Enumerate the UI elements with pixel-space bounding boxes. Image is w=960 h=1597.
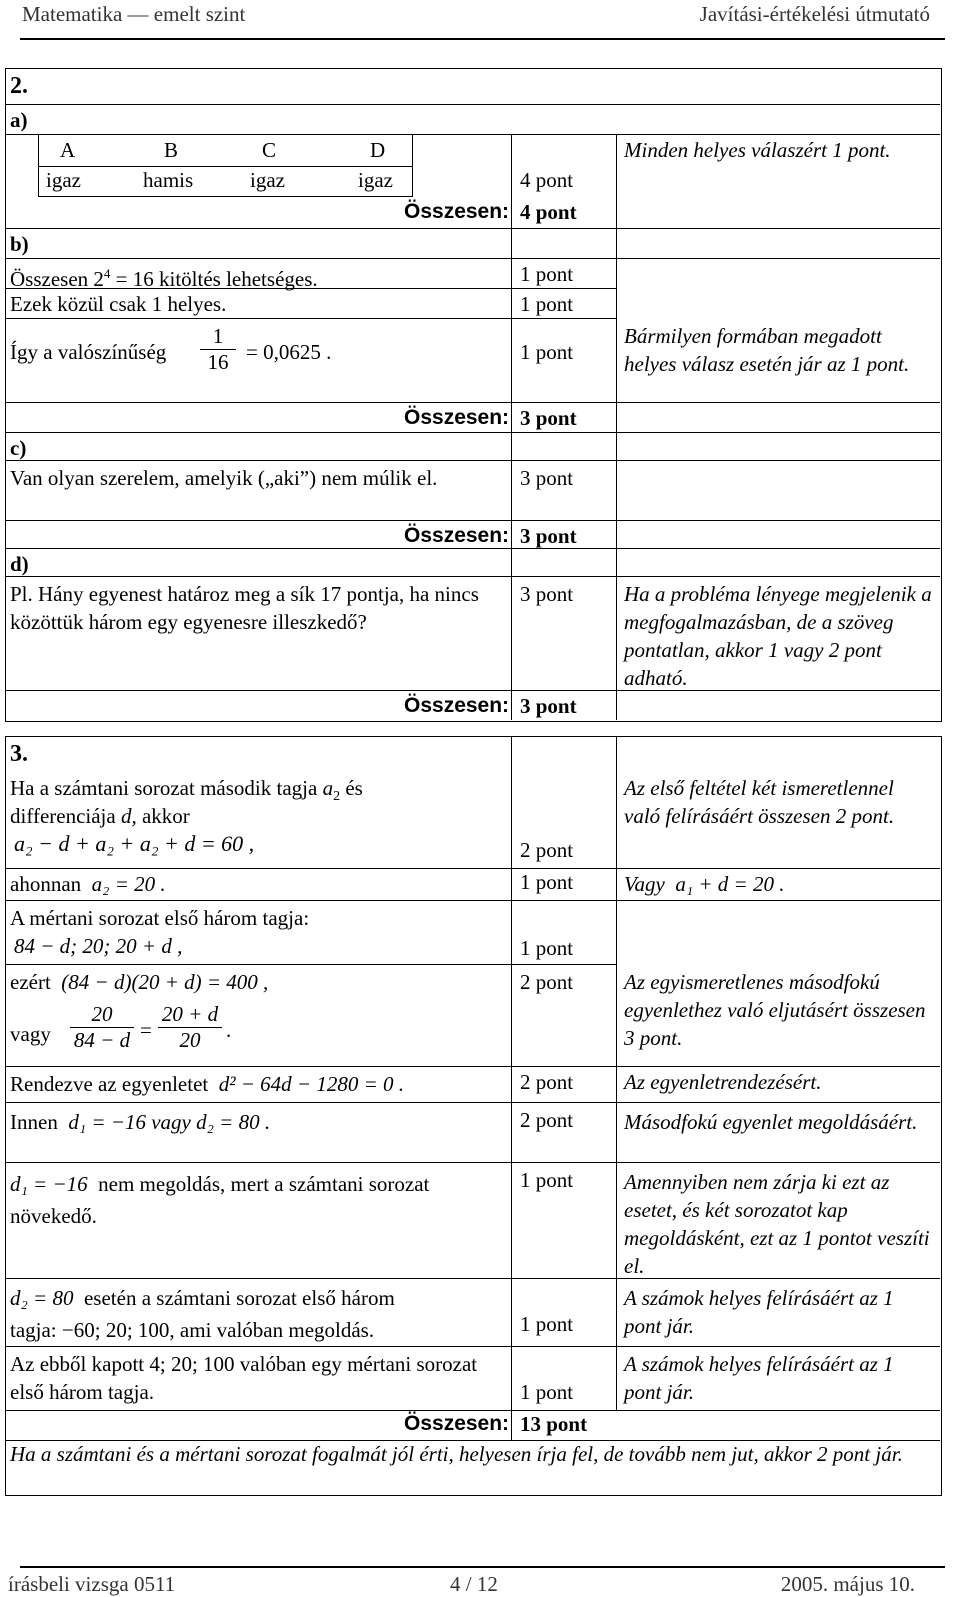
task3-final-note: Ha a számtani és a mértani sorozat fogalmát jól érti, helyesen írja fel, de tovább nem jut, akkor 2 pont jár. — [10, 1442, 903, 1466]
row-rule — [38, 196, 413, 197]
footer-rule — [20, 1566, 945, 1568]
task3-row3-line1: A mértani sorozat első három tagja: — [10, 906, 310, 930]
row-rule — [5, 258, 940, 259]
tf-value-b: hamis — [143, 168, 194, 192]
task3-row8-line2: tagja: −60; 20; 100, ami valóban megoldás. — [10, 1318, 375, 1342]
row-rule — [5, 964, 617, 965]
task3-row6-note: Másodfokú egyenlet megoldásáért. — [624, 1110, 918, 1134]
task3-row9-note: A számok helyes felírásáért az 1 pont jár. — [624, 1352, 894, 1404]
row-rule — [5, 104, 940, 105]
task2b-line1-points: 1 pont — [520, 262, 574, 286]
row-rule — [5, 1410, 940, 1411]
task2d-text: Pl. Hány egyenest határoz meg a sík 17 pontja, ha nincs közöttük három egy egyenesre illeszkedő? — [10, 582, 479, 634]
row-rule — [5, 900, 940, 901]
col-divider-notes — [616, 736, 617, 1410]
task3-row2-points: 1 pont — [520, 870, 574, 894]
task3-row1-note: Az első feltétel két ismeretlennel való felírásáért összesen 2 pont. — [624, 776, 895, 828]
task2b-total-points: 3 pont — [520, 406, 577, 430]
footer-center: 4 / 12 — [450, 1572, 498, 1596]
task2b-line3-points: 1 pont — [520, 340, 574, 364]
tf-header-c: C — [262, 138, 277, 162]
row-rule — [5, 520, 940, 521]
task3-row3-points: 1 pont — [520, 936, 574, 960]
task3-row8-line1: d₂ = 80 esetén a számtani sorozat első három — [10, 1286, 395, 1310]
row-rule — [5, 1346, 940, 1347]
header-rule — [20, 38, 945, 40]
task2c-total-label: Összesen: — [404, 524, 510, 547]
equals-sign: = — [140, 1018, 152, 1042]
probability-fraction — [200, 324, 236, 375]
tf-header-b: B — [164, 138, 179, 162]
task2d-points: 3 pont — [520, 582, 574, 606]
fraction-denominator: 84 − d — [70, 1027, 134, 1053]
fraction-numerator: 1 — [212, 324, 224, 348]
task3-row8-note: A számok helyes felírásáért az 1 pont jár. — [624, 1286, 894, 1338]
header-left: Matematika — emelt szint — [22, 2, 246, 26]
task3-row3-line2: 84 − d; 20; 20 + d , — [14, 934, 183, 958]
task3-row4b-prefix: vagy — [10, 1022, 51, 1046]
task2b-note: Bármilyen formában megadott helyes válasz esetén jár az 1 pont. — [624, 324, 910, 376]
task3-row1-equation: a₂ − d + a₂ + a₂ + d = 60 , — [14, 831, 255, 856]
task2a-note: Minden helyes válaszért 1 pont. — [624, 138, 891, 162]
task3-row6: Innen d₁ = −16 vagy d₂ = 80 . — [10, 1110, 271, 1134]
row-rule — [5, 548, 940, 549]
row-rule — [5, 1162, 940, 1163]
task3-row5-points: 2 pont — [520, 1070, 574, 1094]
task2c-label: c) — [10, 436, 27, 460]
row-rule — [5, 460, 940, 461]
task2b-line3-prefix: Így a valószínűség — [10, 340, 167, 364]
footer-right: 2005. május 10. — [780, 1572, 915, 1596]
task3-row4: ezért (84 − d)(20 + d) = 400 , — [10, 970, 269, 994]
fraction-denominator: 20 — [158, 1027, 222, 1053]
ratio-fraction-left — [70, 1002, 134, 1053]
col-divider-points — [511, 134, 512, 720]
row-rule — [5, 1066, 940, 1067]
task2c-total-points: 3 pont — [520, 524, 577, 548]
task2b-line3-suffix: = 0,0625 . — [246, 340, 332, 364]
task2a-points: 4 pont — [520, 168, 574, 192]
task3-row4-note: Az egyismeretlenes másodfokú egyenlethez való eljutásért összesen 3 pont. — [624, 970, 926, 1050]
task3-row7-points: 1 pont — [520, 1168, 574, 1192]
task2c-points: 3 pont — [520, 466, 574, 490]
task2b-line2: Ezek közül csak 1 helyes. — [10, 292, 227, 316]
task2-number: 2. — [10, 73, 28, 99]
task2b-total-label: Összesen: — [404, 406, 510, 429]
tf-header-a: A — [60, 138, 76, 162]
task2d-total-label: Összesen: — [404, 694, 510, 717]
row-rule — [5, 1102, 940, 1103]
task3-row2-note: Vagy a₁ + d = 20 . — [624, 872, 785, 896]
task3-row8-points: 1 pont — [520, 1312, 574, 1336]
tf-value-c: igaz — [250, 168, 285, 192]
fraction-denominator: 16 — [200, 349, 236, 375]
task3-row5-note: Az egyenletrendezésért. — [624, 1070, 822, 1094]
ratio-fraction-right — [158, 1002, 222, 1053]
row-rule — [5, 576, 940, 577]
task3-row9-points: 1 pont — [520, 1380, 574, 1404]
task3-total-label: Összesen: — [404, 1412, 510, 1435]
footer-left: írásbeli vizsga 0511 — [8, 1572, 176, 1596]
task2b-label: b) — [10, 232, 29, 256]
col-divider-points — [511, 736, 512, 1440]
header-right: Javítási-értékelési útmutató — [699, 2, 930, 26]
task2b-line1: Összesen $2^4 = 16$ kitöltés lehetséges. — [10, 266, 318, 291]
row-rule — [38, 166, 413, 167]
task2d-note: Ha a probléma lényege megjelenik a megfogalmazásban, de a szöveg pontatlan, akkor 1 vagy 2 pont adható. — [624, 582, 932, 690]
tf-value-d: igaz — [358, 168, 393, 192]
task2d-label: d) — [10, 552, 29, 576]
task3-row1-text-line2: differenciája d, akkor — [10, 804, 190, 828]
task3-row1-points: 2 pont — [520, 838, 574, 862]
tf-value-a: igaz — [46, 168, 81, 192]
period: . — [226, 1018, 232, 1042]
task2d-total-points: 3 pont — [520, 694, 577, 718]
fraction-numerator: 20 — [91, 1002, 113, 1026]
task3-row1-text-line1: Ha a számtani sorozat második tagja $a_2$ és — [10, 776, 363, 805]
task2a-total-label: Összesen: — [404, 200, 510, 223]
fraction-numerator: 20 + d — [161, 1002, 219, 1026]
row-rule — [5, 402, 940, 403]
task3-row7-note: Amennyiben nem zárja ki ezt az esetet, és két sorozatot kap megoldásként, ezt az 1 pontot veszíti el. — [624, 1170, 930, 1278]
task3-number: 3. — [10, 741, 28, 767]
page-header — [0, 0, 960, 40]
task3-row4-points: 2 pont — [520, 970, 574, 994]
task3-row7: d₁ = −16 nem megoldás, mert a számtani sorozat növekedő. — [10, 1172, 430, 1228]
task3-row5: Rendezve az egyenletet d² − 64d − 1280 = 0 . — [10, 1072, 405, 1096]
row-rule — [5, 228, 940, 229]
task2c-text: Van olyan szerelem, amelyik („aki”) nem múlik el. — [10, 466, 438, 490]
tf-header-d: D — [370, 138, 386, 162]
task3-total-points: 13 pont — [520, 1412, 588, 1436]
row-rule — [5, 432, 940, 433]
task3-row9: Az ebből kapott 4; 20; 100 valóban egy mértani sorozat első három tagja. — [10, 1352, 478, 1404]
task2a-label: a) — [10, 108, 28, 132]
task3-row6-points: 2 pont — [520, 1108, 574, 1132]
task3-row2: ahonnan a₂ = 20 . — [10, 872, 166, 896]
col-divider-notes — [616, 134, 617, 720]
row-rule — [5, 868, 940, 869]
row-rule — [5, 318, 617, 319]
task2b-line2-points: 1 pont — [520, 292, 574, 316]
task2a-total-points: 4 pont — [520, 200, 577, 224]
